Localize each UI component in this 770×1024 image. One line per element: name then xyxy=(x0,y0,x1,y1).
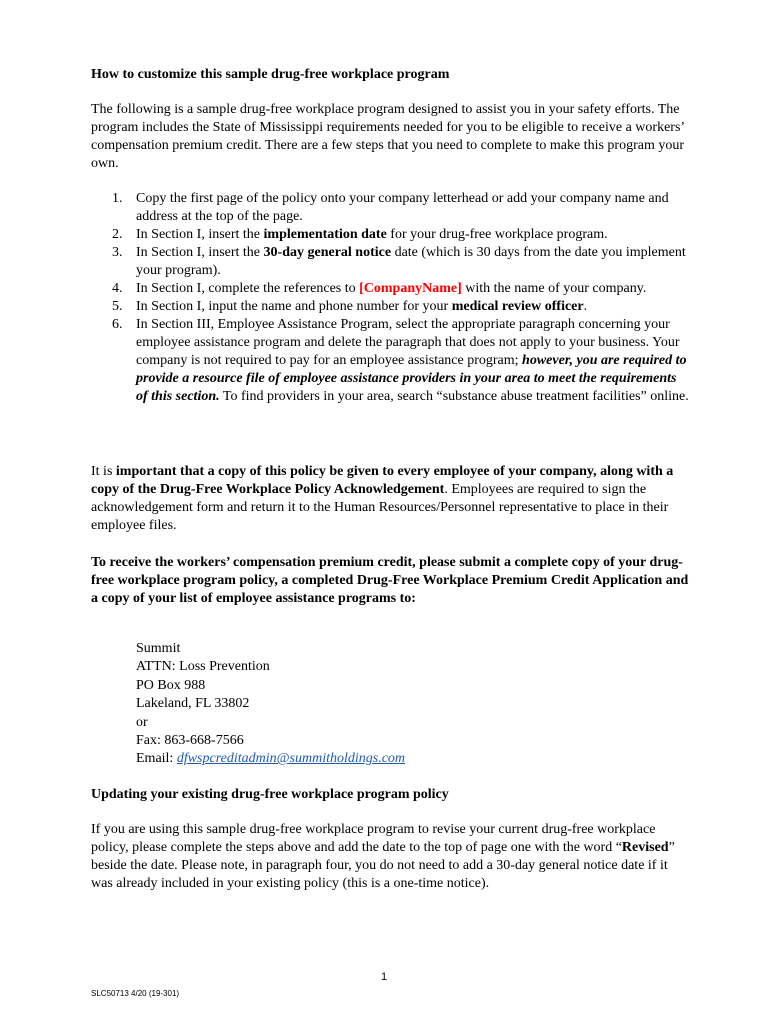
list-item: 2. In Section I, insert the implementation date for your drug-free workplace program. xyxy=(112,227,608,242)
update-paragraph: If you are using this sample drug-free workplace program to revise your current drug-free workplace policy, please complete the steps above and add the date to the top of page one with the word “Revised” beside the date. Please note, in paragraph four, you do not need to add a 30-day general notice date if it was already included in your existing policy (this is a one-time notice). xyxy=(91,822,675,891)
page-number: 1 xyxy=(381,971,388,983)
list-item: 6. In Section III, Employee Assistance Program, select the appropriate paragraph concerning your employee assistance program and delete the paragraph that does not apply to your business. Your company is not required to pay for an employee assistance program; however, you are required to provide a resource file of employee assistance providers in your area to meet the requirements of this section. To find providers in your area, search “substance abuse treatment facilities” online. xyxy=(112,317,689,404)
address-or: or xyxy=(136,714,148,730)
address-name: Summit xyxy=(136,641,181,656)
list-item: 5. In Section I, input the name and phone number for your medical review officer. xyxy=(112,299,588,314)
address-po-box: PO Box 988 xyxy=(136,677,206,693)
submit-instructions: To receive the workers’ compensation premium credit, please submit a complete copy of your drug-free workplace program policy, a completed Drug-Free Workplace Premium Credit Application and a copy of your list of employee assistance programs to: xyxy=(91,555,689,606)
update-title: Updating your existing drug-free workplace program policy xyxy=(91,787,449,802)
intro-paragraph: The following is a sample drug-free workplace program designed to assist you in your safety efforts. The program includes the State of Mississippi requirements needed for you to be eligible to receive a workers’ compensation premium credit. There are a few steps that you need to complete to make this program your own. xyxy=(91,102,685,171)
mailing-address xyxy=(136,640,636,769)
list-item: 3. In Section I, insert the 30-day general notice date (which is 30 days from the date you implement your program). xyxy=(112,245,686,278)
page-title: How to customize this sample drug-free workplace program xyxy=(91,67,450,82)
address-fax: Fax: 863-668-7566 xyxy=(136,732,244,748)
list-item: 4. In Section I, complete the references to [CompanyName] with the name of your company. xyxy=(112,281,647,296)
address-email: Email: dfwspcreditadmin@summitholdings.com xyxy=(136,751,406,767)
steps-list xyxy=(91,190,691,406)
list-item: 1. Copy the first page of the policy onto your company letterhead or add your company name and address at the top of the page. xyxy=(112,191,669,224)
company-name-placeholder: [CompanyName] xyxy=(359,281,462,296)
email-link[interactable]: dfwspcreditadmin@summitholdings.com xyxy=(176,751,406,767)
address-city: Lakeland, FL 33802 xyxy=(136,696,250,712)
document-footer-code: SLC50713 4/20 (19-301) xyxy=(91,989,180,998)
address-attn: ATTN: Loss Prevention xyxy=(136,659,270,675)
important-paragraph: It is important that a copy of this policy be given to every employee of your company, along with a copy of the Drug-Free Workplace Policy Acknowledgement. Employees are required to sign the acknowledgement form and return it to the Human Resources/Personnel representative to place in their employee files. xyxy=(91,464,674,533)
